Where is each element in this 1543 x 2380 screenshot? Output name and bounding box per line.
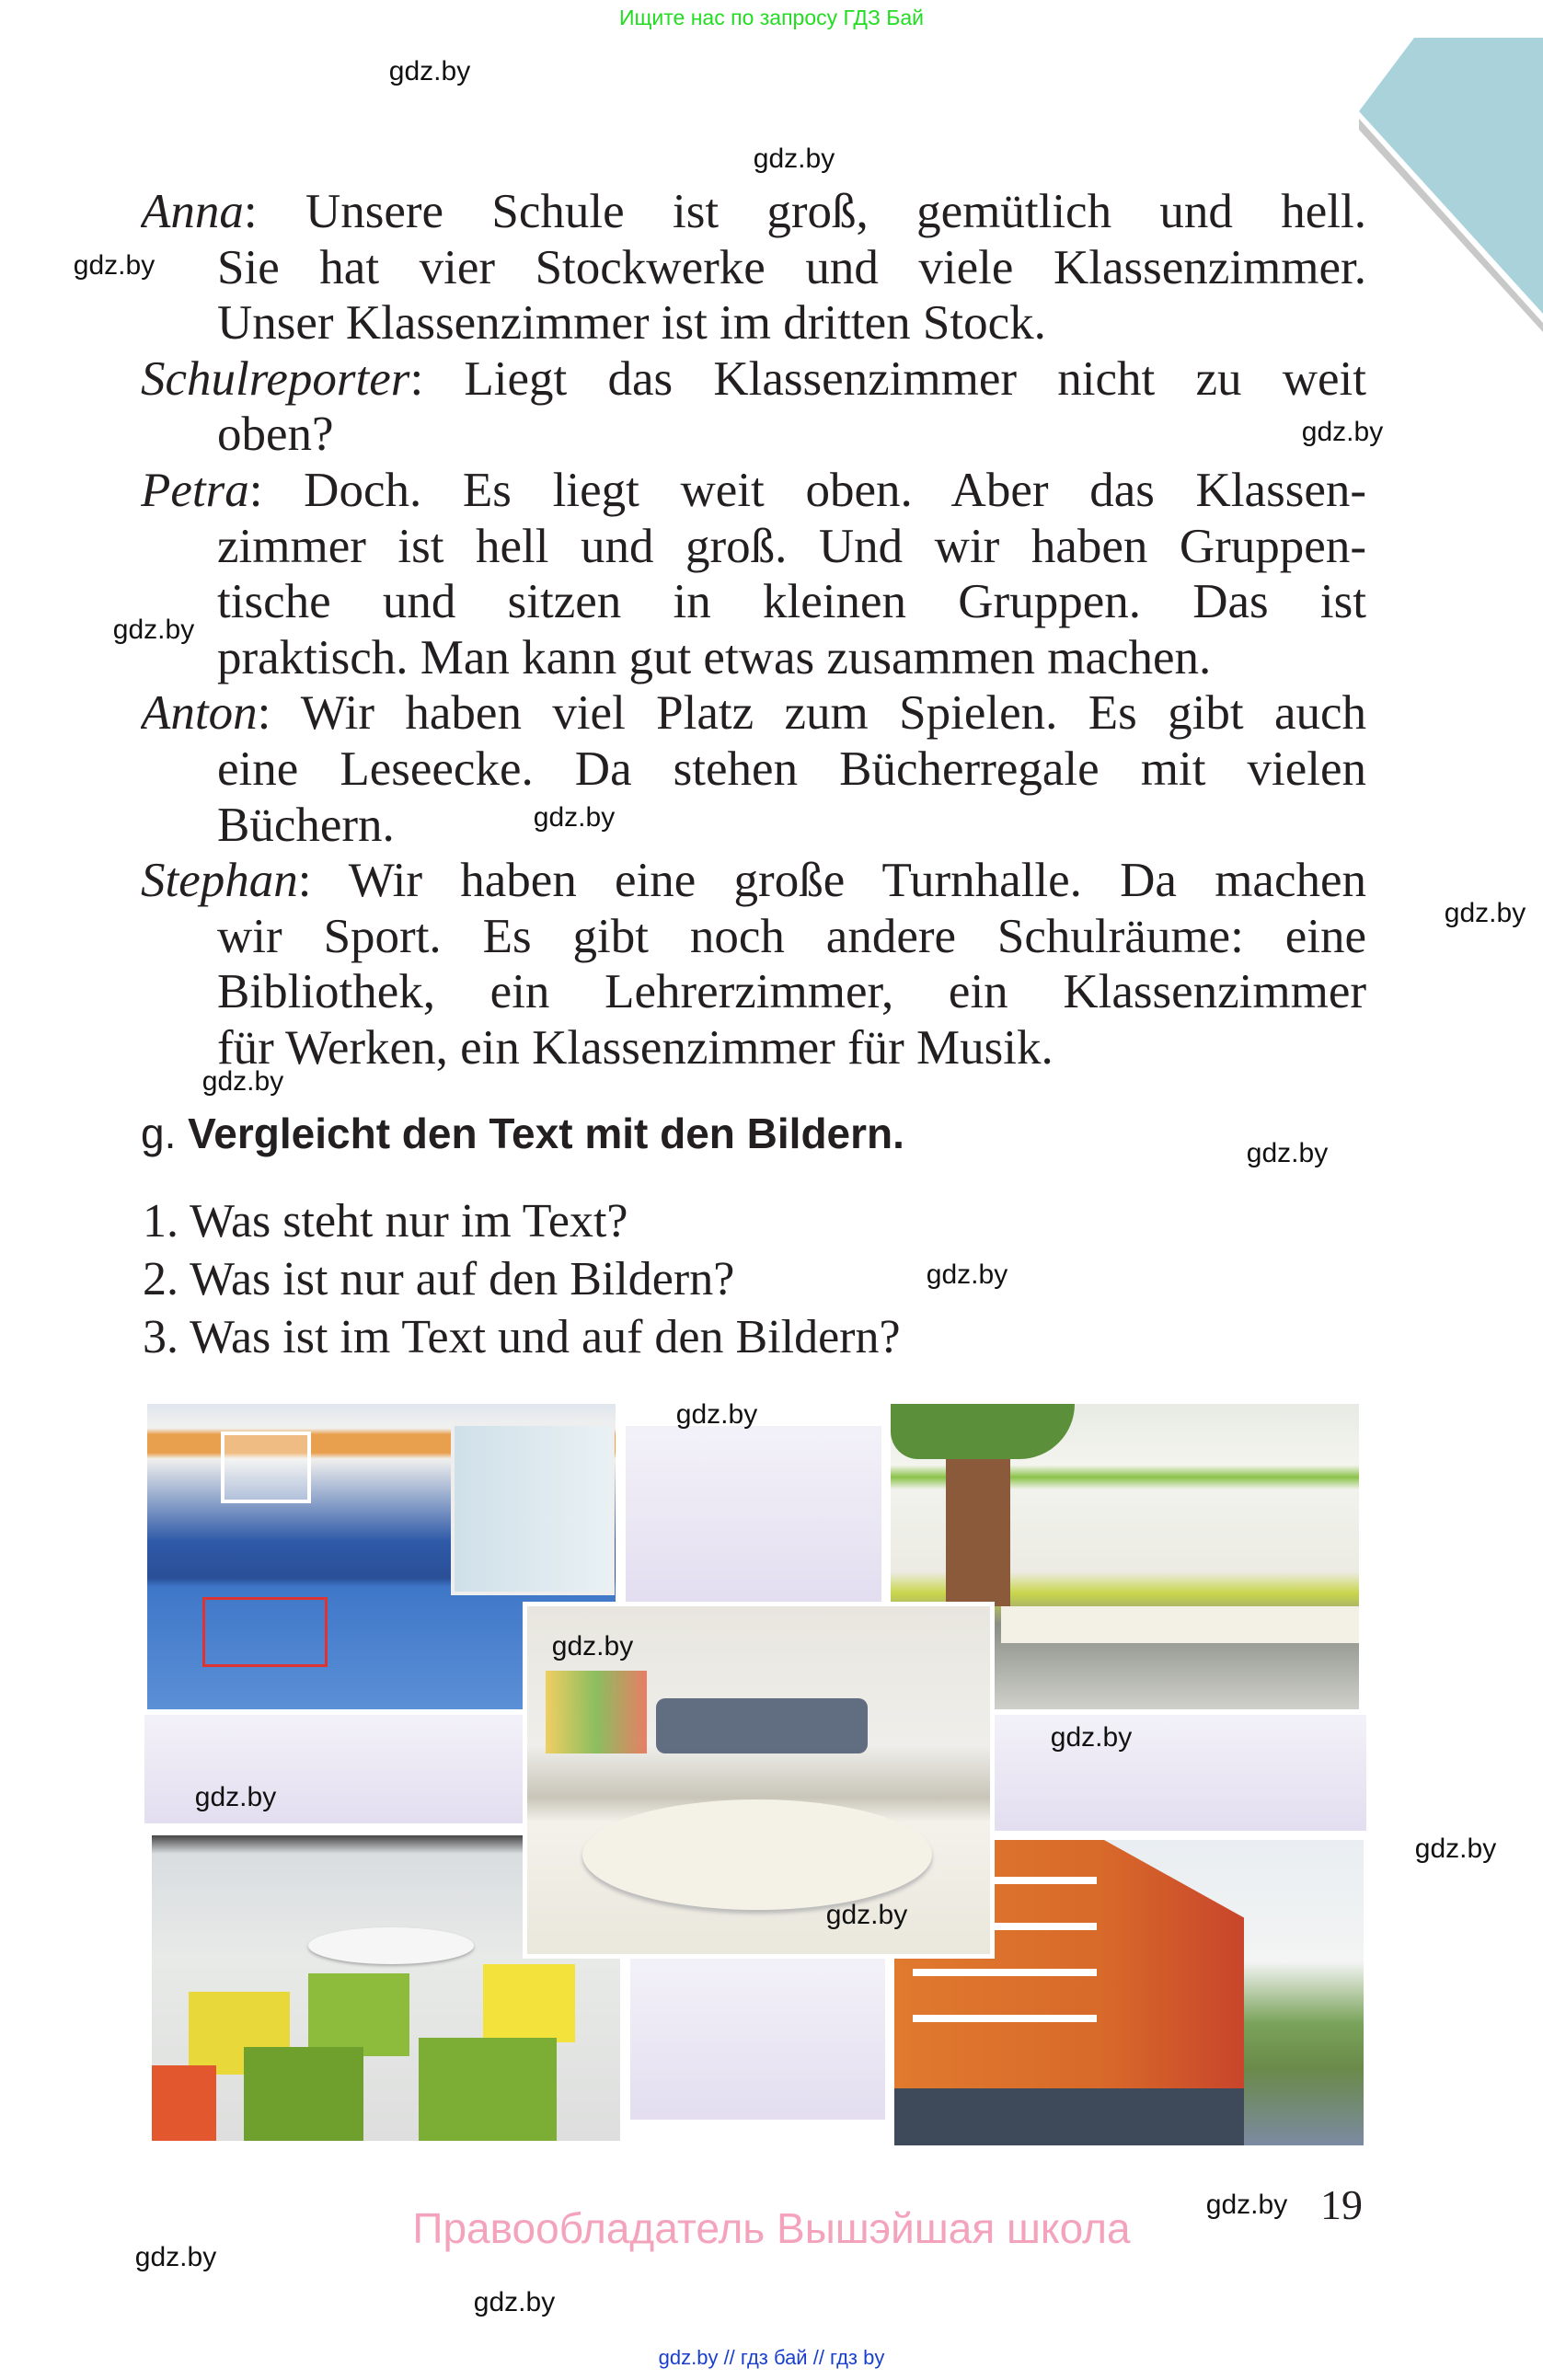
copyright-footer: Правообладатель Вышэйшая школа	[412, 2204, 1131, 2252]
watermark-text: gdz.by	[1414, 1834, 1497, 1864]
line-text: wir Sport. Es gibt noch andere Schulräume: eine	[217, 909, 1366, 963]
line-text: : Doch. Es liegt weit oben. Aber das Klassen-	[248, 464, 1366, 517]
watermark-text: gdz.by	[134, 2242, 217, 2272]
dialogue-line	[217, 240, 1366, 295]
task-title: Vergleicht den Text mit den Bildern.	[188, 1110, 904, 1157]
watermark-text: gdz.by	[926, 1259, 1008, 1290]
line-text: zimmer ist hell und groß. Und wir haben Gruppen-	[217, 519, 1366, 573]
collage-background	[626, 1426, 881, 1603]
line-text: Bibliothek, ein Lehrerzimmer, ein Klassenzimmer	[217, 965, 1366, 1019]
watermark-text: gdz.by	[675, 1399, 758, 1430]
watermark-text: gdz.by	[194, 1782, 277, 1812]
watermark-text: gdz.by	[1050, 1722, 1133, 1753]
dialogue-line	[141, 351, 1366, 407]
line-text: : Wir haben eine große Turnhalle. Da machen	[297, 854, 1366, 908]
task-letter: g.	[141, 1110, 177, 1157]
speaker-name: Anton	[141, 686, 258, 741]
watermark-text: gdz.by	[1246, 1138, 1329, 1168]
search-hint: Ищите нас по запросу ГДЗ Бай	[618, 6, 925, 29]
line-text: praktisch. Man kann gut etwas zusammen machen.	[217, 630, 1212, 684]
collage-background	[630, 1959, 885, 2120]
dialogue-line	[217, 964, 1366, 1019]
dialogue-line	[217, 630, 1366, 685]
dialogue-line	[217, 407, 1366, 462]
watermark-text: gdz.by	[533, 802, 616, 833]
dialogue-line	[217, 909, 1366, 964]
bottom-links[interactable]: gdz.by // гдз бай // гдз by	[658, 2346, 885, 2369]
question-1: 1. Was steht nur im Text?	[143, 1195, 628, 1247]
line-text: : Liegt das Klassenzimmer nicht zu weit	[409, 351, 1366, 406]
line-text: oben?	[217, 408, 334, 462]
dialogue-line	[217, 1020, 1366, 1075]
page-number: 19	[1320, 2181, 1363, 2228]
dialogue-line	[217, 295, 1366, 351]
line-text: Büchern.	[217, 798, 395, 852]
dialogue-line	[217, 742, 1366, 797]
speaker-name: Schulreporter	[141, 351, 410, 406]
question-2: 2. Was ist nur auf den Bildern?	[143, 1253, 735, 1305]
line-text: Sie hat vier Stockwerke und viele Klassenzimmer.	[217, 240, 1366, 294]
dialogue-line	[141, 685, 1366, 741]
speaker-name: Petra	[141, 464, 249, 517]
watermark-text: gdz.by	[202, 1066, 284, 1097]
task-heading	[141, 1109, 904, 1158]
watermark-text: gdz.by	[1301, 417, 1384, 447]
dialogue-line	[217, 798, 1366, 853]
line-text: : Wir haben viel Platz zum Spielen. Es gibt auch	[257, 686, 1366, 741]
watermark-text: gdz.by	[388, 56, 471, 86]
line-text: eine Leseecke. Da stehen Bücherregale mit vielen	[217, 742, 1366, 796]
watermark-text: gdz.by	[753, 144, 835, 174]
dialogue-line	[141, 184, 1366, 239]
watermark-text: gdz.by	[825, 1900, 908, 1930]
dialogue-line	[141, 463, 1366, 518]
speaker-name: Stephan	[141, 854, 298, 908]
line-text: : Unsere Schule ist groß, gemütlich und hell.	[243, 185, 1366, 238]
watermark-text: gdz.by	[551, 1631, 634, 1661]
dialogue-line	[141, 853, 1366, 908]
speaker-name: Anna	[141, 185, 244, 238]
watermark-text: gdz.by	[1205, 2190, 1288, 2220]
watermark-text: gdz.by	[73, 250, 155, 281]
line-text: für Werken, ein Klassenzimmer für Musik.	[217, 1021, 1054, 1075]
watermark-text: gdz.by	[1444, 898, 1526, 928]
question-3: 3. Was ist im Text und auf den Bildern?	[143, 1311, 901, 1363]
line-text: Unser Klassenzimmer ist im dritten Stock.	[217, 296, 1046, 351]
line-text: tische und sitzen in kleinen Gruppen. Das ist	[217, 575, 1366, 629]
watermark-text: gdz.by	[112, 615, 195, 645]
corner-decoration	[1359, 38, 1543, 332]
dialogue-line	[217, 519, 1366, 574]
watermark-text: gdz.by	[473, 2287, 556, 2317]
dialogue-line	[217, 574, 1366, 629]
